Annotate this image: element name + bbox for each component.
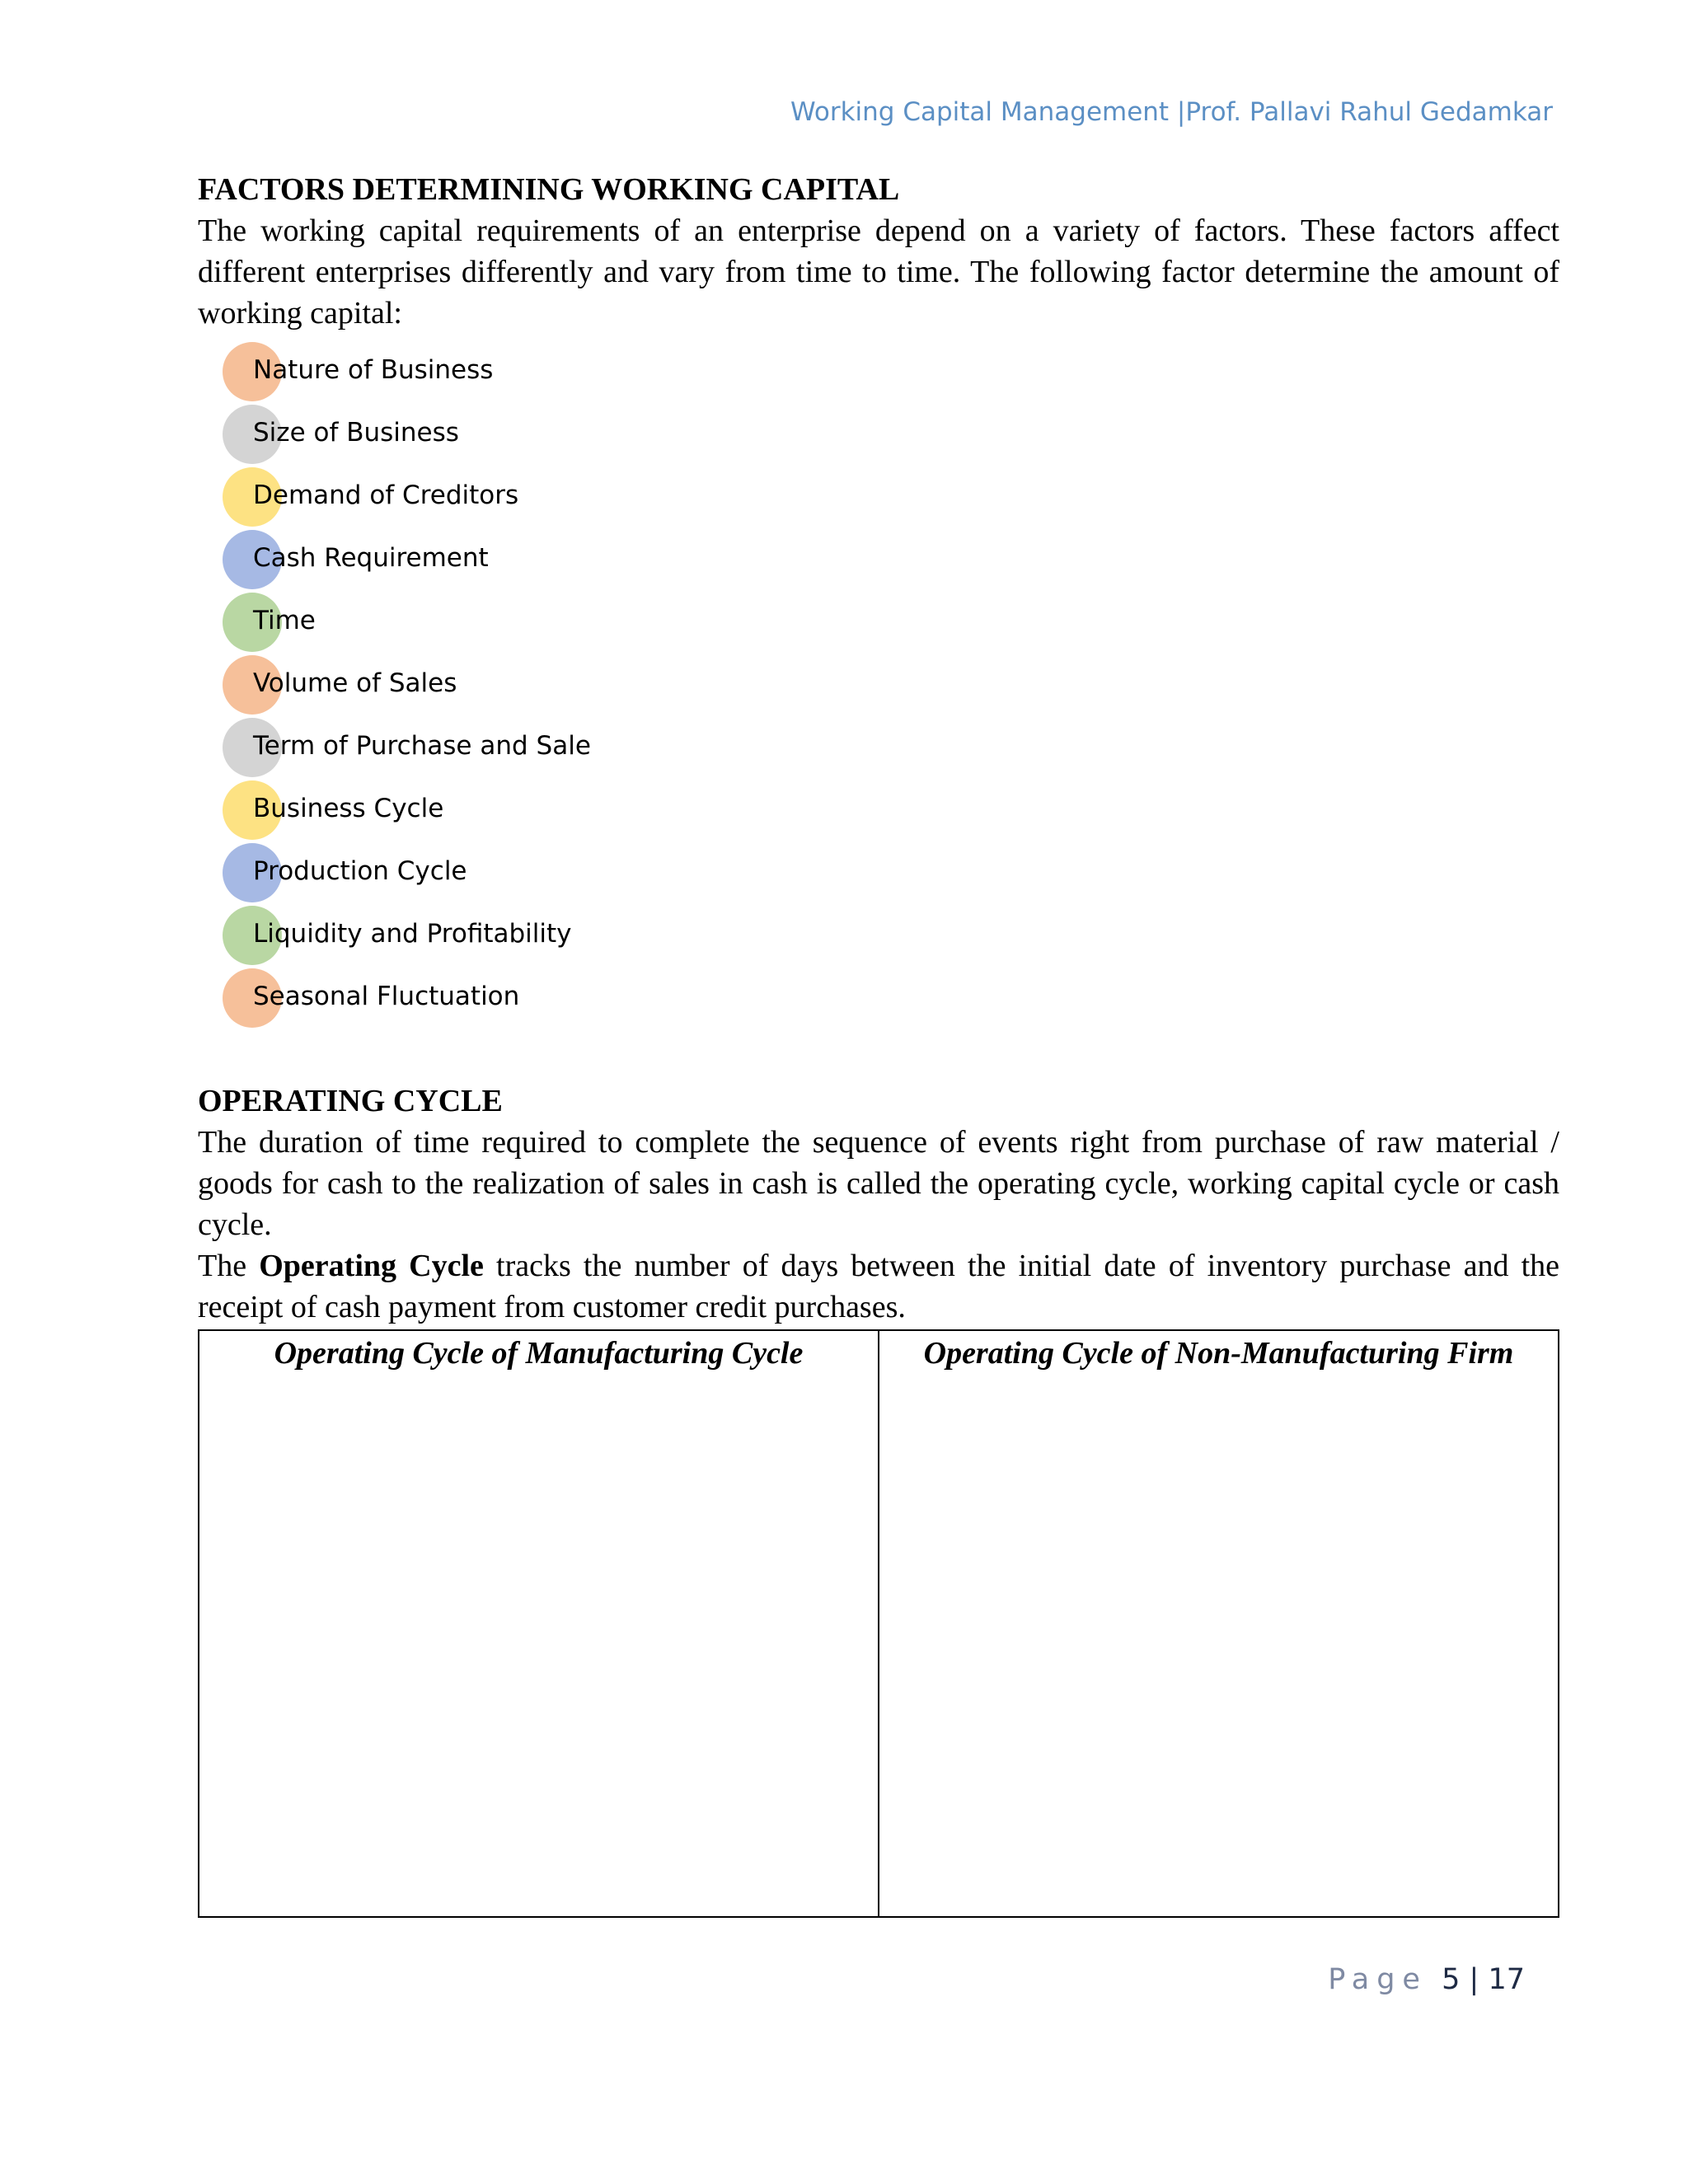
factor-label: Cash Requirement [253,543,489,573]
operating-cycle-heading: OPERATING CYCLE [198,1084,503,1118]
operating-cycle-term: Operating Cycle [259,1249,484,1283]
page-total: 17 [1488,1963,1525,1996]
page-separator: | [1469,1963,1479,1996]
factor-label: Demand of Creditors [253,480,519,510]
factor-label: Volume of Sales [253,668,457,698]
list-item [223,906,1559,968]
list-item [223,593,1559,655]
non-manufacturing-cycle-header: Operating Cycle of Non-Manufacturing Firm [923,1336,1514,1371]
list-item [223,655,1559,718]
page-word: Page [1328,1963,1428,1996]
factor-label: Term of Purchase and Sale [253,731,591,761]
operating-cycle-tracking [198,1245,1559,1328]
manufacturing-cycle-cell [199,1330,879,1917]
factor-label: Size of Business [253,418,459,448]
factor-label: Production Cycle [253,856,467,886]
text-fragment: tracks the number of days between the initial date of inventory purchase and the receipt of cash payment from customer credit purchases. [198,1249,1560,1324]
page-footer [1328,1963,1525,1996]
operating-cycle-definition: The duration of time required to complete the sequence of events right from purchase of raw material / goods for cash to the realization of sales in cash is called the operating cycle, working capital cycle or cash cycle. [198,1125,1559,1242]
list-item [223,342,1559,405]
operating-cycle-table [198,1329,1559,1918]
factors-heading: FACTORS DETERMINING WORKING CAPITAL [198,172,900,207]
manufacturing-cycle-header: Operating Cycle of Manufacturing Cycle [274,1336,804,1371]
non-manufacturing-cycle-cell [879,1330,1559,1917]
list-item [223,467,1559,530]
list-item [223,405,1559,467]
factors-list [223,342,1559,1031]
factor-label: Time [253,606,316,635]
factor-label: Nature of Business [253,355,494,385]
list-item [223,968,1559,1031]
list-item [223,530,1559,593]
list-item [223,718,1559,780]
list-item [223,843,1559,906]
factor-label: Business Cycle [253,794,444,823]
factor-label: Liquidity and Profitability [253,919,572,949]
page-number: 5 [1442,1963,1461,1996]
table-row [199,1330,1559,1917]
page-header: Working Capital Management |Prof. Pallavi Rahul Gedamkar [790,97,1553,127]
text-fragment: The [198,1249,260,1283]
factors-intro: The working capital requirements of an enterprise depend on a variety of factors. These factors affect different enterprises differently and vary from time to time. The following factor determine the amount of working capital: [198,213,1559,330]
factor-label: Seasonal Fluctuation [253,982,520,1011]
page-content [198,169,1559,1918]
list-item [223,780,1559,843]
operating-cycle-section [198,1080,1559,1918]
